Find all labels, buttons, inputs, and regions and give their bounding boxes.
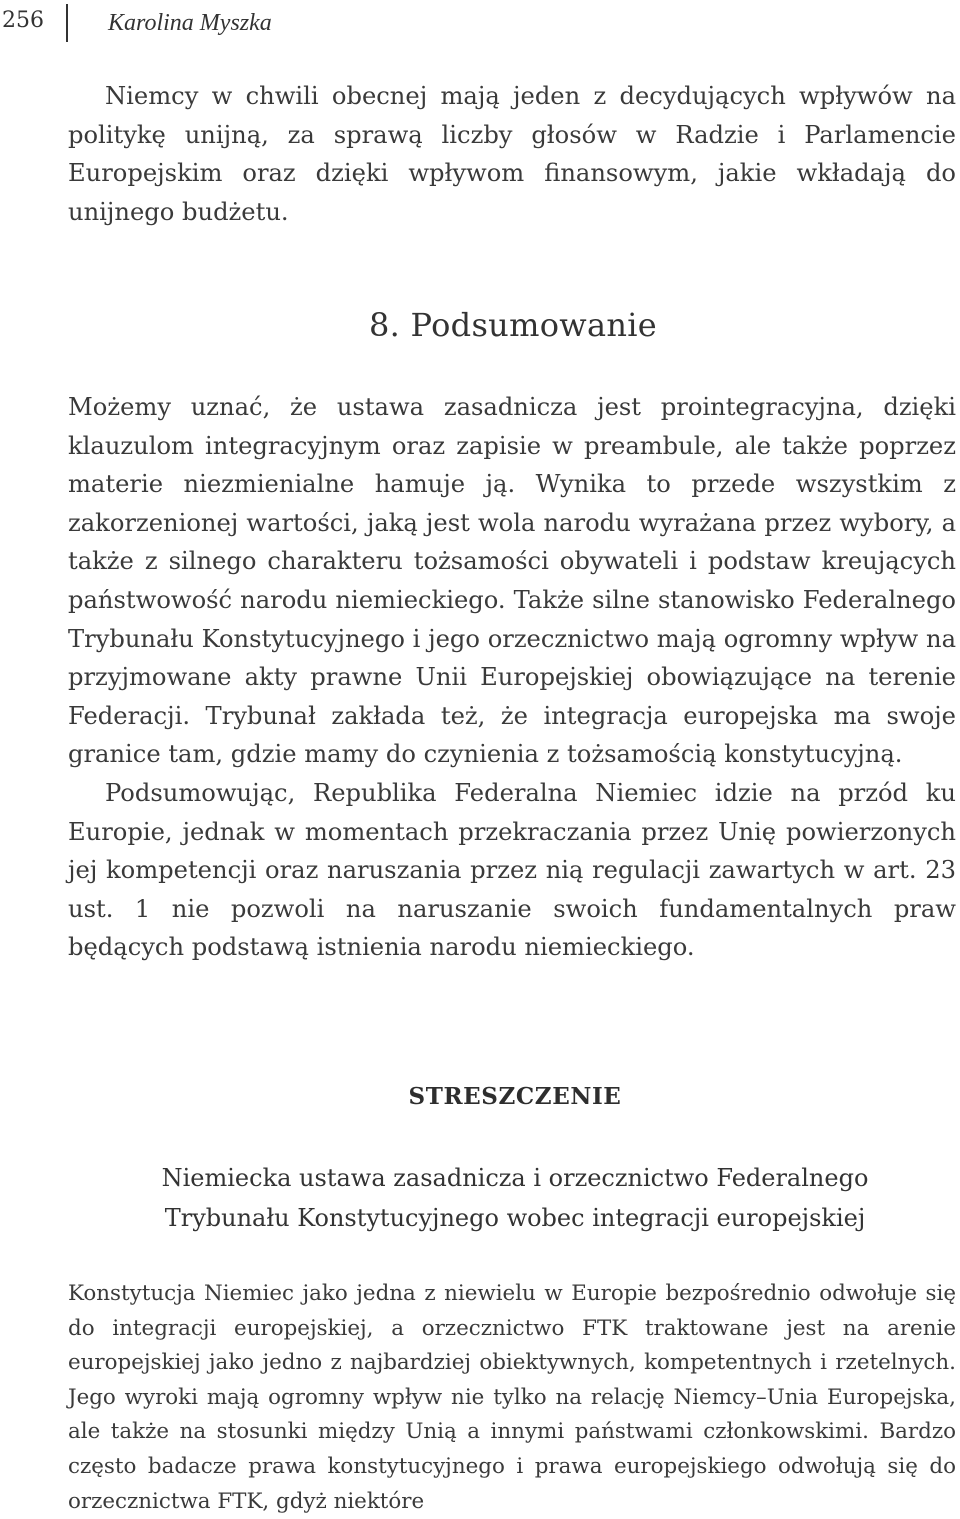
intro-block bbox=[68, 77, 956, 231]
running-header bbox=[0, 4, 960, 42]
abstract-paragraph: Konstytucja Niemiec jako jedna z niewielu w Europie bezpośrednio odwołuje się do integracji europejskiej, a orzecznictwo FTK traktowane jest na arenie europejskiej jako jedno z najbardziej obiektywnych, kompetentnych i rzetelnych. Jego wyroki mają ogromny wpływ nie tylko na relację Niemcy–Unia Europejska, ale także na stosunki między Unią a innymi państwami członkowskimi. Bardzo często badacze prawa konstytucyjnego i prawa europejskiego odwołują się do orzecznictwa FTK, gdyż niektóre bbox=[68, 1281, 956, 1514]
summary-heading: STRESZCZENIE bbox=[408, 1083, 622, 1110]
summary-title-line-2: Trybunału Konstytucyjnego wobec integracji europejskiej bbox=[164, 1204, 866, 1232]
running-author: Karolina Myszka bbox=[108, 10, 272, 36]
section-heading: 8. Podsumowanie bbox=[368, 306, 658, 344]
header-divider bbox=[66, 4, 68, 42]
conclusion-block bbox=[68, 388, 956, 967]
abstract-block bbox=[68, 1277, 956, 1519]
conclusion-paragraph-1: Możemy uznać, że ustawa zasadnicza jest prointegracyjna, dzięki klauzulom integracyjnym oraz zapisie w preambule, ale także poprzez materie niezmienialne hamuje ją. Wynika to przede wszystkim z zakorzenionej wartości, jaką jest wola narodu wyrażana przez wybory, a także z silnego charakteru tożsamości obywateli i podstaw kreujących państwowość narodu niemieckiego. Także silne stanowisko Federalnego Trybunału Konstytucyjnego i jego orzecznictwo mają ogromny wpływ na przyjmowane akty prawne Unii Europejskiej obowiązujące na terenie Federacji. Trybunał zakłada też, że integracja europejska ma swoje granice tam, gdzie mamy do czynienia z tożsamością konstytucyjną. bbox=[68, 393, 956, 769]
page-number: 256 bbox=[2, 8, 44, 33]
intro-paragraph: Niemcy w chwili obecnej mają jeden z decydujących wpływów na politykę unijną, za sprawą liczby głosów w Radzie i Parlamencie Europejskim oraz dzięki wpływom finansowym, jakie wkładają do unijnego budżetu. bbox=[68, 82, 956, 226]
summary-title bbox=[0, 1158, 960, 1238]
summary-title-line-1: Niemiecka ustawa zasadnicza i orzecznictwo Federalnego bbox=[161, 1164, 869, 1192]
conclusion-paragraph-2: Podsumowując, Republika Federalna Niemiec idzie na przód ku Europie, jednak w momentach przekraczania przez Unię powierzonych jej kompetencji oraz naruszania przez nią regulacji zawartych w art. 23 ust. 1 nie pozwoli na naruszanie swoich fundamentalnych praw będących podstawą istnienia narodu niemieckiego. bbox=[68, 778, 956, 962]
